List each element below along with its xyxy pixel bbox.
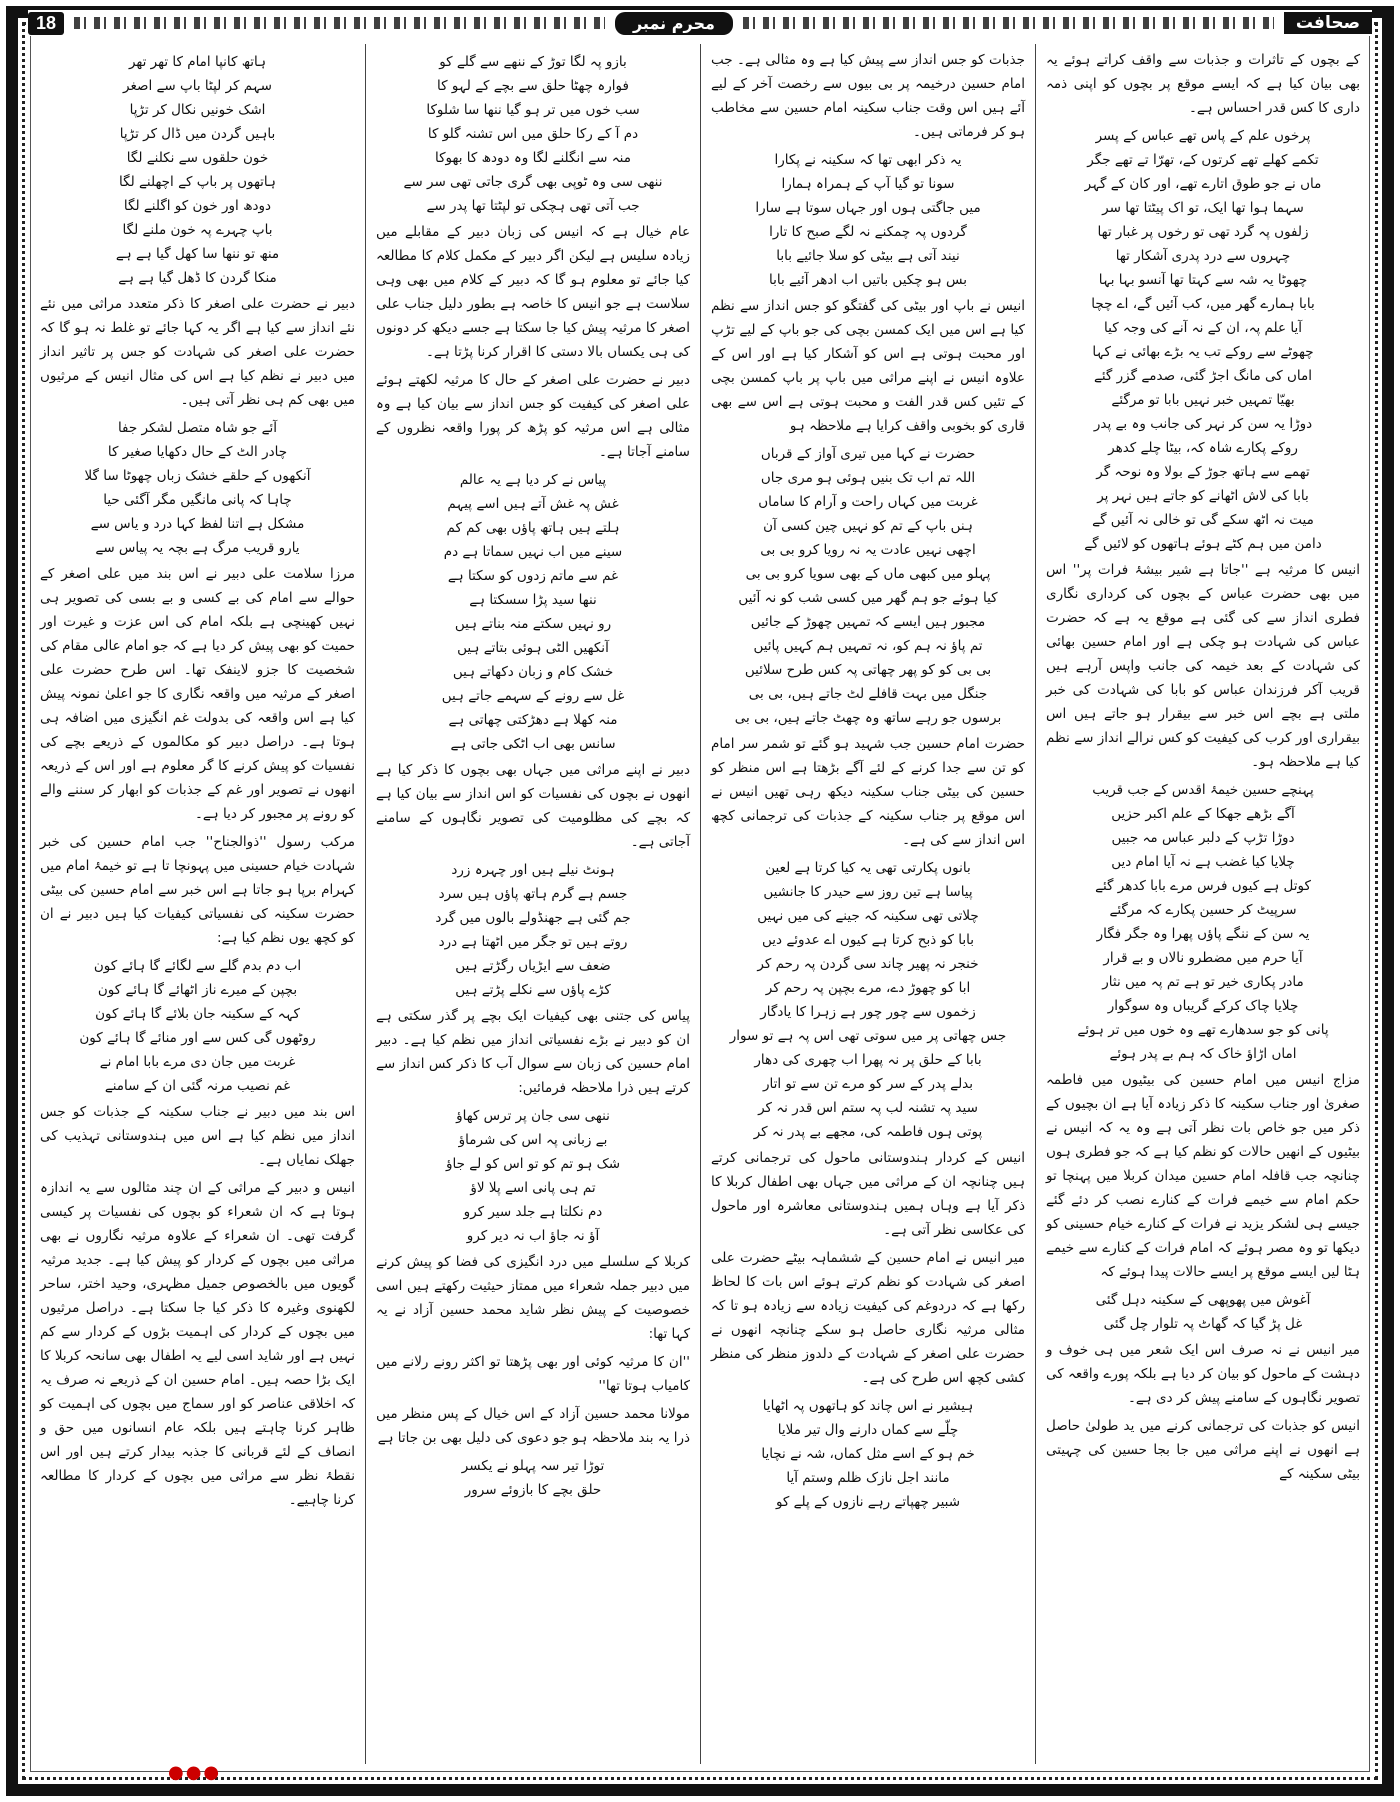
verse-line: غم نصیب مرنہ گئی ان کے سامنے bbox=[104, 1078, 291, 1094]
verse-line: جب آتی تھی ہچکی تو لپٹتا تھا پدر سے bbox=[426, 198, 640, 214]
verse-line: ہنں باپ کے تم کو نہیں چین کسی آن bbox=[763, 518, 973, 534]
paragraph: انیس و دبیر کے مراثی کے ان چند مثالوں سے یہ اندازہ ہوتا ہے کہ ان شعراء کو بچوں کی نفسیات پر کیسی گرفت تھی۔ ان شعراء کے علاوہ مرثیہ نگاروں نے بھی مراثی میں بچوں کے کردار کو پیش کیا ہے۔ جدید مرثیہ گویوں میں بالخصوص جمیل مظہری، وحید اختر، ساحر لکھنوی وغیرہ کا ذکر کیا جا سکتا ہے۔ دراصل مرثیوں میں بچوں کے کردار کی اہمیت بڑوں کے کردار سے کم نہیں ہے اور شاید اسی لیے یہ اطفال بھی سانحہ کربلا کا ایک بڑا حصہ ہیں۔ امام حسین ان کے ذریعے نہ صرف یہ کہ اخلاقی عناصر کو اور سماج میں بچوں کی اہمیت کو ظاہر کرنا چاہتے ہیں بلکہ عام انسانوں میں حق و انصاف کے لئے قربانی کا جذبہ بیدار کرتے ہیں اور اس نقطۂ نظر سے مراثی میں بچوں کے کردار کا مطالعہ کرنا چاہیے۔ bbox=[40, 1180, 355, 1508]
verse-block bbox=[711, 856, 1025, 1144]
verse-line: چلّے سے کماں دارنے وال تیر ملایا bbox=[777, 1422, 959, 1438]
verse-line: جنگل میں بہت قافلے لٹ جاتے ہیں، بی بی bbox=[748, 686, 988, 702]
verse-line: رو نہیں سکتے منہ بناتے ہیں bbox=[454, 616, 612, 632]
verse-line: ہونٹ نیلے ہیں اور چہرہ زرد bbox=[451, 862, 615, 878]
verse-block bbox=[40, 50, 355, 290]
verse-line: چلاتی تھی سکینہ کہ جینے کی میں نہیں bbox=[757, 908, 979, 924]
verse-line: پہلو میں کبھی ماں کے بھی سویا کرو بی بی bbox=[745, 566, 991, 582]
verse-line: جم گئی ہے جھنڈولے بالوں میں گرد bbox=[435, 910, 631, 926]
verse-line: مجبور ہیں ایسے کہ تمہیں چھوڑ کے جائیں bbox=[750, 614, 986, 630]
verse-block bbox=[376, 858, 690, 1002]
paragraph: حضرت امام حسین جب شہید ہو گئے تو شمر سر امام کو تن سے جدا کرنے کے لئے آگے بڑھتا ہے اس منظر کو حسین کی بیٹی جناب سکینہ دیکھ رہی تھیں انیس نے اس موقع پر جناب سکینہ کے جذبات کی ترجمانی کچھ اس انداز سے کی ہے۔ bbox=[711, 736, 1025, 848]
verse-line: پیاسا ہے تین روز سے حیدر کا جانشیں bbox=[763, 884, 973, 900]
verse-line: دم آ کے رکا حلق میں اس تشنہ گلو کا bbox=[427, 126, 639, 142]
paragraph: انیس نے باپ اور بیٹی کی گفتگو کو جس انداز سے نظم کیا ہے اس میں ایک کمسن بچی کی جو باپ کے لیے تڑپ اور محبت ہوتی ہے اس کو آشکار کیا ہے اور اس کے علاوہ انیس نے اپنے مراثی میں باپ پر باپ کمسن بچی کے تئیں کس قدر الفت و محبت ہوتی ہے اس سے بھی قاری کو بخوبی واقف کرایا ہے ملاحظہ ہو bbox=[711, 298, 1025, 434]
verse-line: فوارہ چھٹا حلق سے بچے کے لہو کا bbox=[437, 78, 629, 94]
paragraph: جذبات کو جس انداز سے پیش کیا ہے وہ مثالی ہے۔ جب امام حسین درخیمہ پر بی بیوں سے رخصت آخر کے لیے آئے ہیں اس وقت جناب سکینہ امام حسین سے مخاطب ہو کر فرماتی ہیں۔ bbox=[711, 52, 1025, 140]
verse-line: بازو پہ لگا توڑ کے ننھے سے گلے کو bbox=[439, 54, 627, 70]
verse-line: ابا کو چھوڑ دے، مرے بچپن پہ رحم کر bbox=[765, 980, 971, 996]
verse-line: ننھی سی وہ ٹوپی بھی گری جاتی تھی سر سے bbox=[403, 174, 663, 190]
verse-line: سہما ہوا تھا ایک، تو اک پیٹتا تھا سر bbox=[1102, 200, 1304, 216]
verse-line: جسم ہے گرم ہاتھ پاؤں ہیں سرد bbox=[438, 886, 628, 902]
verse-line: اماں اڑاؤ خاک کہ ہم بے پدر ہوئے bbox=[1109, 1046, 1297, 1062]
verse-line: سونا تو گیا آپ کے ہمراہ ہمارا bbox=[781, 176, 955, 192]
verse-line: کڑے پاؤں سے نکلے پڑتے ہیں bbox=[455, 982, 611, 998]
verse-line: یارو قریب مرگ ہے بچہ یہ پیاس سے bbox=[95, 540, 300, 556]
header-ornament-left bbox=[74, 17, 605, 29]
verse-line: کیا ہوئے جو ہم گھر میں کسی شب کو نہ آئیں bbox=[738, 590, 998, 606]
paragraph: دبیر نے اپنے مراثی میں جہاں بھی بچوں کا ذکر کیا ہے انھوں نے بچوں کی نفسیات کو اس انداز سے بیان کیا ہے کہ بچے کی مظلومیت کی تصویر نگاہوں کے سامنے آجاتی ہے۔ bbox=[376, 762, 690, 850]
paragraph: ''ان کا مرثیہ کوئی اور بھی پڑھتا تو اکثر رونے رلانے میں کامیاب ہوتا تھا'' bbox=[376, 1354, 690, 1394]
verse-line: باہیں گردن میں ڈال کر تڑپا bbox=[119, 126, 276, 142]
verse-line: دوڑا تڑپ کے دلبر عباس مہ جبیں bbox=[1111, 830, 1295, 846]
verse-line: سرپیٹ کر حسین پکارے کہ مرگئے bbox=[1109, 902, 1297, 918]
verse-line: زخموں سے چور چور ہے زہرا کا یادگار bbox=[760, 1004, 976, 1020]
paragraph: مولانا محمد حسین آزاد کے اس خیال کے پس منظر میں ذرا یہ بند ملاحظہ ہو جو دعوی کی دلیل بھی بن جاتا ہے bbox=[376, 1406, 690, 1446]
verse-line: چاہا کہ پانی مانگیں مگر آگئی حیا bbox=[103, 492, 292, 508]
verse-block bbox=[376, 1104, 690, 1248]
verse-line: ہاتھوں پر باپ کے اچھلنے لگا bbox=[119, 174, 276, 190]
verse-line: ہلتے ہیں ہاتھ پاؤں بھی کم کم bbox=[446, 520, 620, 536]
verse-line: منکا گردن کا ڈھل گیا ہے ہے bbox=[118, 270, 277, 286]
paragraph: مزاج انیس میں امام حسین کی بیٹیوں میں فاطمہ صغریٰ اور جناب سکینہ کا ذکر زیادہ آیا ہے ان بچیوں کے ذکر میں جو خاص بات نظر آتی ہے وہ یہ کہ انیس نے بیٹیوں کے انھیں حالات کو نظم کیا ہے کہ جو فطری ہوں چنانچہ جب قافلہ امام حسین میدان کربلا میں پہنچا تو حکم امام سے خیمے فرات کے کنارے نصب کر دئے گئے جیسے ہی لشکر یزید نے فرات کے کنارے خیام حسینی کو دیکھا تو وہ مصر ہوئے کہ امام فرات کے کنارے سے خیمے ہٹا لیں ایسے موقع پر ایسے حالات پیدا ہوئے کہ bbox=[1046, 1072, 1360, 1280]
verse-line: بابا کو ذبح کرتا ہے کیوں اے عدوئے دیں bbox=[762, 932, 974, 948]
verse-line: آیا علم پہ، ان کے نہ آنے کی وجہ کیا bbox=[1104, 320, 1302, 336]
page-number: 18 bbox=[28, 12, 64, 35]
article-end-mark: ●●● bbox=[168, 1762, 222, 1783]
verse-block bbox=[40, 954, 355, 1098]
verse-line: مادر پکاری خیر تو ہے تم پہ میں نثار bbox=[1102, 974, 1304, 990]
verse-block bbox=[376, 468, 690, 756]
verse-line: باپ چہرے پہ خون ملنے لگا bbox=[122, 222, 273, 238]
verse-line: خون حلقوں سے نکلنے لگا bbox=[126, 150, 269, 166]
verse-line: کہہ کے سکینہ جان بلائے گا ہائے کون bbox=[95, 1006, 300, 1022]
verse-line: مانند اجل نازک ظلم وستم آیا bbox=[786, 1470, 950, 1486]
verse-line: یہ سن کے ننگے پاؤں پھرا وہ جگر فگار bbox=[1096, 926, 1310, 942]
verse-line: توڑا تیر سہ پہلو نے یکسر bbox=[461, 1458, 605, 1474]
verse-line: آیا حرم میں مضطرو نالاں و بے قرار bbox=[1103, 950, 1303, 966]
verse-line: چلایا کیا غضب ہے نہ آیا امام دیں bbox=[1111, 854, 1295, 870]
verse-line: پوتی ہوں فاطمہ کی، مجھے بے پدر نہ کر bbox=[753, 1124, 983, 1140]
verse-line: روٹھوں گی کس سے اور منائے گا ہائے کون bbox=[79, 1030, 316, 1046]
column-1 bbox=[1035, 44, 1370, 1764]
verse-line: میں جاگتی ہوں اور جہاں سوتا ہے سارا bbox=[755, 200, 981, 216]
verse-line: آغوش میں پھوپھی کے سکینہ دہل گئی bbox=[1095, 1292, 1311, 1308]
verse-line: خنجر نہ پھیر چاند سی گردن پہ رحم کر bbox=[757, 956, 979, 972]
verse-line: ماں نے جو طوق اتارے تھے، اور کان کے گہر bbox=[1084, 176, 1322, 192]
verse-line: بانوں پکارتی تھی یہ کیا کرتا ہے لعین bbox=[765, 860, 971, 876]
verse-line: آگے بڑھے جھکا کے علم اکبر حزیں bbox=[1111, 806, 1295, 822]
verse-line: ہیشیر نے اس چاند کو ہاتھوں پہ اٹھایا bbox=[762, 1398, 974, 1414]
verse-line: گردوں پہ چمکنے نہ لگے صبح کا تارا bbox=[769, 224, 967, 240]
verse-line: خم ہو کے اسے مثل کماں، شہ نے نچایا bbox=[761, 1446, 975, 1462]
verse-line: اللہ تم اب تک بنیں ہوئی ہو مری جاں bbox=[760, 470, 976, 486]
verse-line: شبیر چھپاتے رہے نازوں کے پلے کو bbox=[775, 1494, 961, 1510]
verse-line: جس چھاتی پر میں سوتی تھی اس پہ ہے تو سوار bbox=[729, 1028, 1007, 1044]
verse-block bbox=[1046, 1288, 1360, 1336]
article-columns bbox=[30, 44, 1370, 1764]
verse-line: غربت میں جان دی مرے بابا امام نے bbox=[99, 1054, 296, 1070]
verse-block bbox=[711, 1394, 1025, 1514]
verse-line: مشکل ہے اتنا لفظ کہا درد و یاس سے bbox=[90, 516, 305, 532]
verse-line: پانی کو جو سدھارے تھے وہ خوں میں تر ہوئے bbox=[1077, 1022, 1329, 1038]
verse-line: پرخوں علم کے پاس تھے عباس کے پسر bbox=[1095, 128, 1311, 144]
verse-line: ننھا سید پڑا سسکتا ہے bbox=[469, 592, 597, 608]
verse-line: ننھی سی جان پر ترس کھاؤ bbox=[456, 1108, 610, 1124]
paragraph: مرکب رسول ''ذوالجناح'' جب امام حسین کی خبر شہادت خیام حسینی میں پہونچا تا ہے تو خیمۂ امام میں کہرام برپا ہو جاتا ہے اس خبر سے امام حسین کی بیٹی حضرت سکینہ کی نفسیاتی کیفیات کیا ہیں دبیر نے ان کو کچھ یوں نظم کیا ہے: bbox=[40, 834, 355, 946]
paragraph: پیاس کی جتنی بھی کیفیات ایک بچے پر گذر سکتی ہے ان کو دبیر نے بڑے نفسیاتی انداز میں نظم کیا ہے۔ دبیر امام حسین کی زبان سے سوال آب کا ذکر کس انداز سے کرتے ہیں ذرا ملاحظہ فرمائیں: bbox=[376, 1008, 690, 1096]
verse-line: غل پڑ گیا کہ گھاٹ پہ تلوار چل گئی bbox=[1103, 1316, 1303, 1332]
page-header bbox=[28, 10, 1372, 36]
verse-line: حضرت نے کہا میں تیری آواز کے قرباں bbox=[760, 446, 976, 462]
verse-line: میت نہ اٹھ سکے گی تو خالی نہ آئیں گے bbox=[1092, 512, 1314, 528]
verse-line: منھ تو ننھا سا کھل گیا ہے ہے bbox=[115, 246, 280, 262]
paragraph: انیس کا مرثیہ ہے ''جاتا ہے شیر بیشۂ فرات پر'' اس میں بھی حضرت عباس کے بچوں کی کرداری نگاری فطری انداز سے کی گئی ہے موقع یہ ہے کہ حضرت عباس کی شہادت ہو چکی ہے اور امام حسین بھائی کی شہادت کے بعد خیمہ کی جانب واپس آرہے ہیں قریب آکر فرزندان عباس کو بابا کی شہادت کی خبر ملتی ہے بچے اس خبر سے بیقرار ہو جاتے ہیں اس بیقراری اور کرب کی کیفیت کو کس نرالے انداز سے نظم کیا ہے ملاحظہ ہو۔ bbox=[1046, 562, 1360, 770]
verse-line: تم ہی پانی اسے پلا لاؤ bbox=[470, 1180, 596, 1196]
verse-block bbox=[40, 416, 355, 560]
verse-line: غربت میں کہاں راحت و آرام کا ساماں bbox=[758, 494, 978, 510]
verse-line: غش پہ غش آتے ہیں اسے پیہم bbox=[447, 496, 619, 512]
paragraph: مرزا سلامت علی دبیر نے اس بند میں علی اصغر کے حوالے سے امام کی بے کسی و بے بسی کی تصویر ہی نہیں کھینچی ہے بلکہ امام کی اس عزت و غیرت اور حمیت کو بھی پیش کر دیا ہے کہ جو امام عالی مقام کی شخصیت کا جزو لاینفک تھا۔ اس طرح حضرت علی اصغر کے مرثیہ میں واقعہ نگاری کا جو اعلیٰ نمونہ پیش کیا ہے اس واقعہ کی بدولت غم انگیزی میں اضافہ ہی ہوتا ہے۔ دراصل دبیر کو مکالموں کے ذریعے بچے کی نفسیات کو پیش کرنے کا گر معلوم ہے اور اس کے ذریعہ انھوں نے تصویر اور غم کے جذبات کو ابھار کر سننے والے کو رونے پر مجبور کر دیا ہے۔ bbox=[40, 566, 355, 822]
verse-line: خشک کام و زبان دکھاتے ہیں bbox=[452, 664, 614, 680]
paragraph: میر انیس نے نہ صرف اس ایک شعر میں ہی خوف و دہشت کے ماحول کو بیان کر دیا ہے بلکہ پورے واقعہ کی تصویر نگاہوں کے سامنے پیش کر دی ہے۔ bbox=[1046, 1342, 1360, 1406]
verse-line: چہروں سے درد پدری آشکار تھا bbox=[1115, 248, 1291, 264]
verse-line: کوتل ہے کیوں فرس مرے بابا کدھر گئے bbox=[1095, 878, 1311, 894]
verse-line: تھمے سے ہاتھ جوڑ کے بولا وہ نوحہ گر bbox=[1096, 464, 1310, 480]
verse-line: چادر الٹ کے حال دکھایا صغیر کا bbox=[107, 444, 288, 460]
verse-line: تکمے کھلے تھے کرتوں کے، تھرّا تے تھے جگر bbox=[1087, 152, 1319, 168]
verse-line: حلق بچے کا بازوئے سرور bbox=[464, 1482, 602, 1498]
verse-block bbox=[711, 442, 1025, 730]
verse-line: بے زبانی پہ اس کی شرماؤ bbox=[458, 1132, 608, 1148]
verse-line: روکے پکارے شاہ کہ، بیٹا چلے کدھر bbox=[1108, 440, 1298, 456]
paragraph: انیس کو جذبات کی ترجمانی کرنے میں ید طولیٰ حاصل ہے انھوں نے اپنے مراثی میں جا بجا حسین کی چہیتی بیٹی سکینہ کے bbox=[1046, 1418, 1360, 1482]
verse-line: سینے میں اب نہیں سماتا ہے دم bbox=[443, 544, 623, 560]
section-label: محرم نمبر bbox=[615, 12, 733, 35]
verse-block bbox=[711, 148, 1025, 292]
verse-line: ہاتھ کانپا امام کا تھر تھر bbox=[128, 54, 267, 70]
verse-line: آنکھیں الٹی ہوئی بتاتے ہیں bbox=[457, 640, 609, 656]
verse-line: سانس بھی اب اٹکی جاتی ہے bbox=[450, 736, 616, 752]
verse-line: آؤ نہ جاؤ اب نہ دیر کرو bbox=[466, 1228, 600, 1244]
verse-line: غل سے رونے کے سہمے جاتے ہیں bbox=[441, 688, 625, 704]
verse-line: سب خوں میں تر ہو گیا ننھا سا شلوکا bbox=[426, 102, 640, 118]
verse-line: سید پہ تشنہ لب پہ ستم اس قدر نہ کر bbox=[758, 1100, 978, 1116]
paragraph: دبیر نے حضرت علی اصغر کے حال کا مرثیہ لکھتے ہوئے علی اصغر کی کیفیت کو جس انداز سے بیان کیا ہے وہ مثالی ہے اس مرثیہ کو پڑھ کر پورا واقعہ نظروں کے سامنے آجاتا ہے۔ bbox=[376, 372, 690, 460]
verse-line: آئے جو شاہ متصل لشکر جفا bbox=[117, 420, 278, 436]
paragraph: عام خیال ہے کہ انیس کی زبان دبیر کے مقابلے میں زیادہ سلیس ہے لیکن اگر دبیر کے مکمل کلام کا مطالعہ کیا جائے تو معلوم ہو گا کہ دبیر کے کلام میں بھی وہی سلاست ہے جو انیس کا خاصہ ہے بطور دلیل جناب علی اصغر کا مرثیہ پیش کیا جا سکتا ہے جسے دیکھ کر دونوں کی ہی یکساں بالا دستی کا اقرار کرنا پڑتا ہے۔ bbox=[376, 224, 690, 360]
paragraph: کربلا کے سلسلے میں درد انگیزی کی فضا کو پیش کرنے میں دبیر جملہ شعراء میں ممتاز حیثیت رکھتے ہیں اسی خصوصیت کے پیش نظر شاید محمد حسین آزاد نے یہ کہا تھا: bbox=[376, 1254, 690, 1342]
verse-line: بابا کے حلق پر نہ پھرا اب چھری کی دھار bbox=[754, 1052, 982, 1068]
verse-line: چھوٹے سے روکے تب یہ بڑے بھائی نے کہا bbox=[1092, 344, 1314, 360]
verse-line: پہنچے حسین خیمۂ اقدس کے جب قریب bbox=[1092, 782, 1314, 798]
verse-line: تم پاؤ نہ ہم کو، نہ تمہیں ہم کہیں پائیں bbox=[753, 638, 983, 654]
verse-line: یہ ذکر ابھی تھا کہ سکینہ نے پکارا bbox=[774, 152, 962, 168]
verse-line: اچھی نہیں عادت یہ نہ رویا کرو بی بی bbox=[760, 542, 976, 558]
header-ornament-right bbox=[743, 17, 1274, 29]
paragraph: انیس کے کردار ہندوستانی ماحول کی ترجمانی کرتے ہیں چنانچہ ان کے مراثی میں جہاں بھی اطفال کربلا کا ذکر آیا ہے وہاں ہمیں ہندوستانی معاشرہ اور ماحول کی عکاسی نظر آتی ہے۔ bbox=[711, 1150, 1025, 1238]
verse-block bbox=[1046, 778, 1360, 1066]
verse-line: روتے ہیں تو جگر میں اٹھتا ہے درد bbox=[438, 934, 628, 950]
verse-line: سہم کر لپٹا باپ سے اصغر bbox=[123, 78, 272, 94]
verse-line: شک ہو تم کو تو اس کو لے جاؤ bbox=[445, 1156, 621, 1172]
verse-line: منہ کھلا ہے دھڑکتی چھاتی ہے bbox=[448, 712, 618, 728]
verse-line: بھیّا تمہیں خبر نہیں بابا تو مرگئے bbox=[1111, 392, 1295, 408]
verse-line: اشک خونیں نکال کر تڑپا bbox=[129, 102, 266, 118]
column-4 bbox=[30, 44, 365, 1764]
column-2 bbox=[700, 44, 1035, 1764]
paper-name: صحافت bbox=[1284, 12, 1372, 34]
column-3 bbox=[365, 44, 700, 1764]
verse-line: دودھ اور خون کو اگلنے لگا bbox=[123, 198, 272, 214]
verse-line: ضعف سے ایڑیاں رگڑتے ہیں bbox=[455, 958, 611, 974]
verse-line: بابا کی لاش اٹھانے کو جاتے ہیں نہر پر bbox=[1097, 488, 1309, 504]
verse-line: چھوٹا یہ شہ سے کہتا تھا آنسو بہا بہا bbox=[1098, 272, 1308, 288]
paragraph: اس بند میں دبیر نے جناب سکینہ کے جذبات کو جس انداز میں نظم کیا ہے اس میں ہندوستانی تہذیب کی جھلک نمایاں ہے۔ bbox=[40, 1104, 355, 1168]
verse-line: اماں کی مانگ اجڑ گئی، صدمے گزر گئے bbox=[1093, 368, 1313, 384]
verse-line: بس ہو چکیں باتیں اب ادھر آئیے بابا bbox=[768, 272, 968, 288]
verse-line: اب دم بدم گلے سے لگائے گا ہائے کون bbox=[93, 958, 302, 974]
verse-block bbox=[1046, 124, 1360, 556]
verse-line: منہ سے انگلنے لگا وہ دودھ کا بھوکا bbox=[434, 150, 631, 166]
verse-line: دوڑا یہ سن کر نہر کی جانب وہ بے پدر bbox=[1093, 416, 1313, 432]
verse-line: بابا ہمارے گھر میں، کب آئیں گے، اے چچا bbox=[1091, 296, 1315, 312]
verse-block bbox=[376, 50, 690, 218]
verse-line: دامن میں ہم کٹے ہوئے ہاتھوں کو لائیں گے bbox=[1084, 536, 1322, 552]
verse-line: چلایا چاک کرکے گریباں وہ سوگوار bbox=[1107, 998, 1299, 1014]
verse-line: دم نکلتا ہے جلد سیر کرو bbox=[463, 1204, 603, 1220]
paragraph: دبیر نے حضرت علی اصغر کا ذکر متعدد مراثی میں نئے نئے انداز سے کیا ہے اگر یہ کہا جائے تو غلط نہ ہو گا کہ حضرت علی اصغر کی شہادت کو جس پر تاثیر انداز میں دبیر نے نظم کیا ہے اس کی مثال انیس کے مرثیوں میں بھی کم ہی نظر آتی ہیں۔ bbox=[40, 296, 355, 408]
verse-block bbox=[376, 1454, 690, 1502]
verse-line: پیاس نے کر دیا ہے یہ عالم bbox=[459, 472, 607, 488]
verse-line: بی بی کو کو پھر چھاتی پہ کس طرح سلائیں bbox=[744, 662, 992, 678]
verse-line: برسوں جو رہے ساتھ وہ چھٹ جاتے ہیں، بی بی bbox=[734, 710, 1002, 726]
paragraph: میر انیس نے امام حسین کے ششماہہ بیٹے حضرت علی اصغر کی شہادت کو نظم کرتے ہوئے اس بات کا لحاظ رکھا ہے کہ دردوغم کی کیفیت زیادہ سے زیادہ ہو تا کہ مثالی مرثیہ نگاری حاصل ہو سکے چنانچہ انھوں نے حضرت علی اصغر کے شہادت کے دلدوز منظر کی منظر کشی کچھ اس طرح کی ہے۔ bbox=[711, 1250, 1025, 1386]
verse-line: آنکھوں کے حلقے خشک زباں چھوٹا سا گلا bbox=[84, 468, 311, 484]
verse-line: بچپن کے میرے ناز اٹھائے گا ہائے کون bbox=[97, 982, 298, 998]
verse-line: نیند آتی ہے بیٹی کو سلا جائیے بابا bbox=[776, 248, 960, 264]
verse-line: غم سے ماتم زدوں کو سکتا ہے bbox=[447, 568, 619, 584]
verse-line: بدلے پدر کے سر کو مرے تن سے تو اتار bbox=[762, 1076, 974, 1092]
verse-line: زلفوں پہ گرد تھی تو رخوں پر غبار تھا bbox=[1097, 224, 1309, 240]
paragraph: کے بچوں کے تاثرات و جذبات سے واقف کراتے ہوئے یہ بھی بیان کیا ہے کہ ایسے موقع پر بچوں کو اپنی ذمہ داری کا کس قدر احساس ہے۔ bbox=[1046, 52, 1360, 116]
